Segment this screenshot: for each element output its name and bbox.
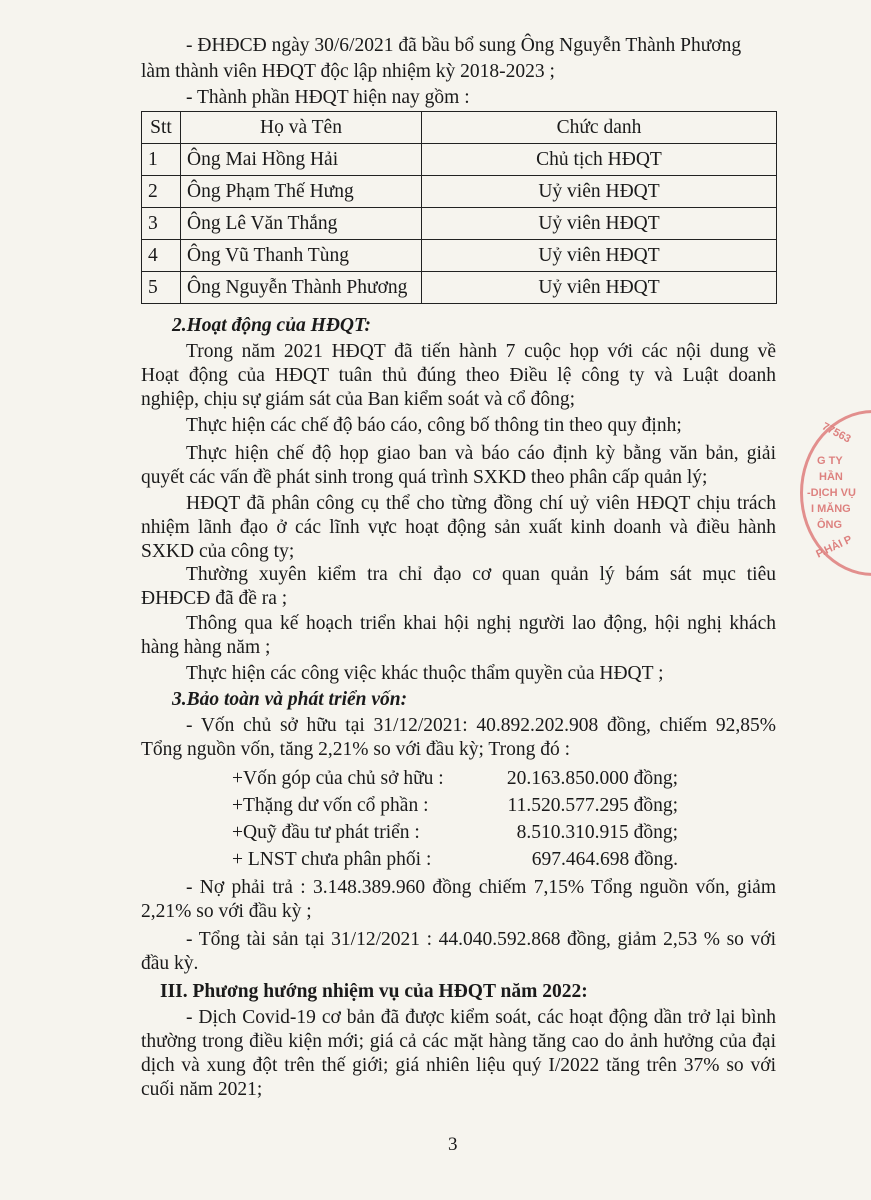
cell-name: Ông Mai Hồng Hải	[181, 144, 422, 176]
cell-title: Uỷ viên HĐQT	[422, 208, 777, 240]
cell-name: Ông Phạm Thế Hưng	[181, 176, 422, 208]
table-row	[142, 240, 777, 272]
header-title: Chức danh	[422, 112, 777, 144]
page-number: 3	[448, 1134, 458, 1155]
equity-item-value: 8.510.310.915 đồng;	[516, 822, 678, 843]
section-2-p7: Thực hiện các công việc khác thuộc thẩm quyền của HĐQT ;	[186, 663, 664, 684]
equity-item-row	[232, 794, 678, 818]
cell-stt: 1	[142, 144, 181, 176]
section-2-p6-line-2: hàng hàng năm ;	[141, 637, 271, 658]
assets-line-1: - Tổng tài sản tại 31/12/2021 : 44.040.592.868 đồng, giảm 2,53 % so với	[186, 929, 776, 950]
equity-item-value: 697.464.698 đồng.	[531, 849, 678, 870]
seal-text: -DỊCH VỤ	[807, 487, 856, 499]
section-2-p1-line-2: Hoạt động của HĐQT tuân thủ đúng theo Điều lệ công ty và Luật doanh	[141, 365, 776, 386]
cell-title: Uỷ viên HĐQT	[422, 240, 777, 272]
table-row	[142, 272, 777, 304]
board-members-table	[141, 111, 777, 304]
company-seal	[800, 410, 871, 576]
section-2-p1-line-1: Trong năm 2021 HĐQT đã tiến hành 7 cuộc họp với các nội dung về	[186, 341, 776, 362]
equity-item-label: + LNST chưa phân phối :	[232, 849, 432, 870]
table-row	[142, 208, 777, 240]
section-2-p2: Thực hiện các chế độ báo cáo, công bố thông tin theo quy định;	[186, 415, 682, 436]
section-iii-line-4: cuối năm 2021;	[141, 1079, 263, 1100]
liabilities-line-2: 2,21% so với đầu kỳ ;	[141, 901, 312, 922]
section-2-p1-line-3: nghiệp, chịu sự giám sát của Ban kiểm soát và cổ đông;	[141, 389, 576, 410]
equity-item-label: +Vốn góp của chủ sở hữu :	[232, 768, 444, 789]
section-2-p3-line-1: Thực hiện chế độ họp giao ban và báo cáo định kỳ bằng văn bản, giải	[186, 443, 776, 464]
seal-text: G TY	[817, 455, 843, 467]
table-row	[142, 176, 777, 208]
header-stt: Stt	[142, 112, 181, 144]
equity-item-label: +Quỹ đầu tư phát triển :	[232, 822, 420, 843]
equity-item-row	[232, 848, 678, 872]
cell-stt: 4	[142, 240, 181, 272]
section-2-p4-line-2: nhiệm lãnh đạo ở các lĩnh vực hoạt động sản xuất kinh doanh và điều hành	[141, 517, 776, 538]
cell-stt: 3	[142, 208, 181, 240]
seal-text: P.HẢI P	[814, 533, 855, 561]
seal-text: 77563	[819, 420, 853, 446]
seal-text: HẦN	[819, 471, 843, 483]
section-2-p4-line-1: HĐQT đã phân công cụ thể cho từng đồng chí uỷ viên HĐQT chịu trách	[186, 493, 776, 514]
equity-line-1: - Vốn chủ sở hữu tại 31/12/2021: 40.892.202.908 đồng, chiếm 92,85%	[186, 715, 776, 736]
cell-stt: 5	[142, 272, 181, 304]
intro-line-2: làm thành viên HĐQT độc lập nhiệm kỳ 2018-2023 ;	[141, 61, 555, 82]
section-2-heading: 2.Hoạt động của HĐQT:	[172, 315, 371, 336]
section-iii-heading: III. Phương hướng nhiệm vụ của HĐQT năm 2022:	[160, 981, 588, 1002]
intro-line-3: - Thành phần HĐQT hiện nay gồm :	[186, 87, 470, 108]
equity-item-value: 11.520.577.295 đồng;	[507, 795, 678, 816]
table-row	[142, 144, 777, 176]
section-iii-line-3: dịch và xung đột trên thế giới; giá nhiên liệu quý I/2022 tăng trên 37% so với	[141, 1055, 776, 1076]
cell-name: Ông Vũ Thanh Tùng	[181, 240, 422, 272]
equity-line-2: Tổng nguồn vốn, tăng 2,21% so với đầu kỳ; Trong đó :	[141, 739, 571, 760]
cell-name: Ông Lê Văn Thắng	[181, 208, 422, 240]
cell-title: Chủ tịch HĐQT	[422, 144, 777, 176]
equity-item-row	[232, 767, 678, 791]
section-3-heading: 3.Bảo toàn và phát triển vốn:	[172, 689, 408, 710]
liabilities-line-1: - Nợ phải trả : 3.148.389.960 đồng chiếm 7,15% Tổng nguồn vốn, giảm	[186, 877, 776, 898]
section-2-p5-line-2: ĐHĐCĐ đã đề ra ;	[141, 588, 288, 609]
section-2-p5-line-1: Thường xuyên kiểm tra chỉ đạo cơ quan quản lý bám sát mục tiêu	[186, 564, 776, 585]
section-2-p4-line-3: SXKD của công ty;	[141, 541, 295, 562]
intro-line-1: - ĐHĐCĐ ngày 30/6/2021 đã bầu bổ sung Ông Nguyễn Thành Phương	[186, 35, 742, 56]
section-iii-line-1: - Dịch Covid-19 cơ bản đã được kiểm soát, các hoạt động dần trở lại bình	[186, 1007, 776, 1028]
equity-item-label: +Thặng dư vốn cổ phần :	[232, 795, 429, 816]
assets-line-2: đầu kỳ.	[141, 953, 199, 974]
equity-item-value: 20.163.850.000 đồng;	[506, 768, 678, 789]
cell-title: Uỷ viên HĐQT	[422, 176, 777, 208]
section-iii-line-2: thường trong điều kiện mới; giá cả các mặt hàng tăng cao do ảnh hưởng của đại	[141, 1031, 776, 1052]
seal-text: I MĂNG	[811, 503, 851, 515]
cell-stt: 2	[142, 176, 181, 208]
cell-title: Uỷ viên HĐQT	[422, 272, 777, 304]
seal-text: ÔNG	[817, 519, 843, 531]
equity-item-row	[232, 821, 678, 845]
table-header-row	[142, 112, 777, 144]
header-name: Họ và Tên	[181, 112, 422, 144]
section-2-p3-line-2: quyết các vấn đề phát sinh trong quá trình SXKD theo phân cấp quản lý;	[141, 467, 708, 488]
cell-name: Ông Nguyễn Thành Phương	[181, 272, 422, 304]
section-2-p6-line-1: Thông qua kế hoạch triển khai hội nghị người lao động, hội nghị khách	[186, 613, 776, 634]
